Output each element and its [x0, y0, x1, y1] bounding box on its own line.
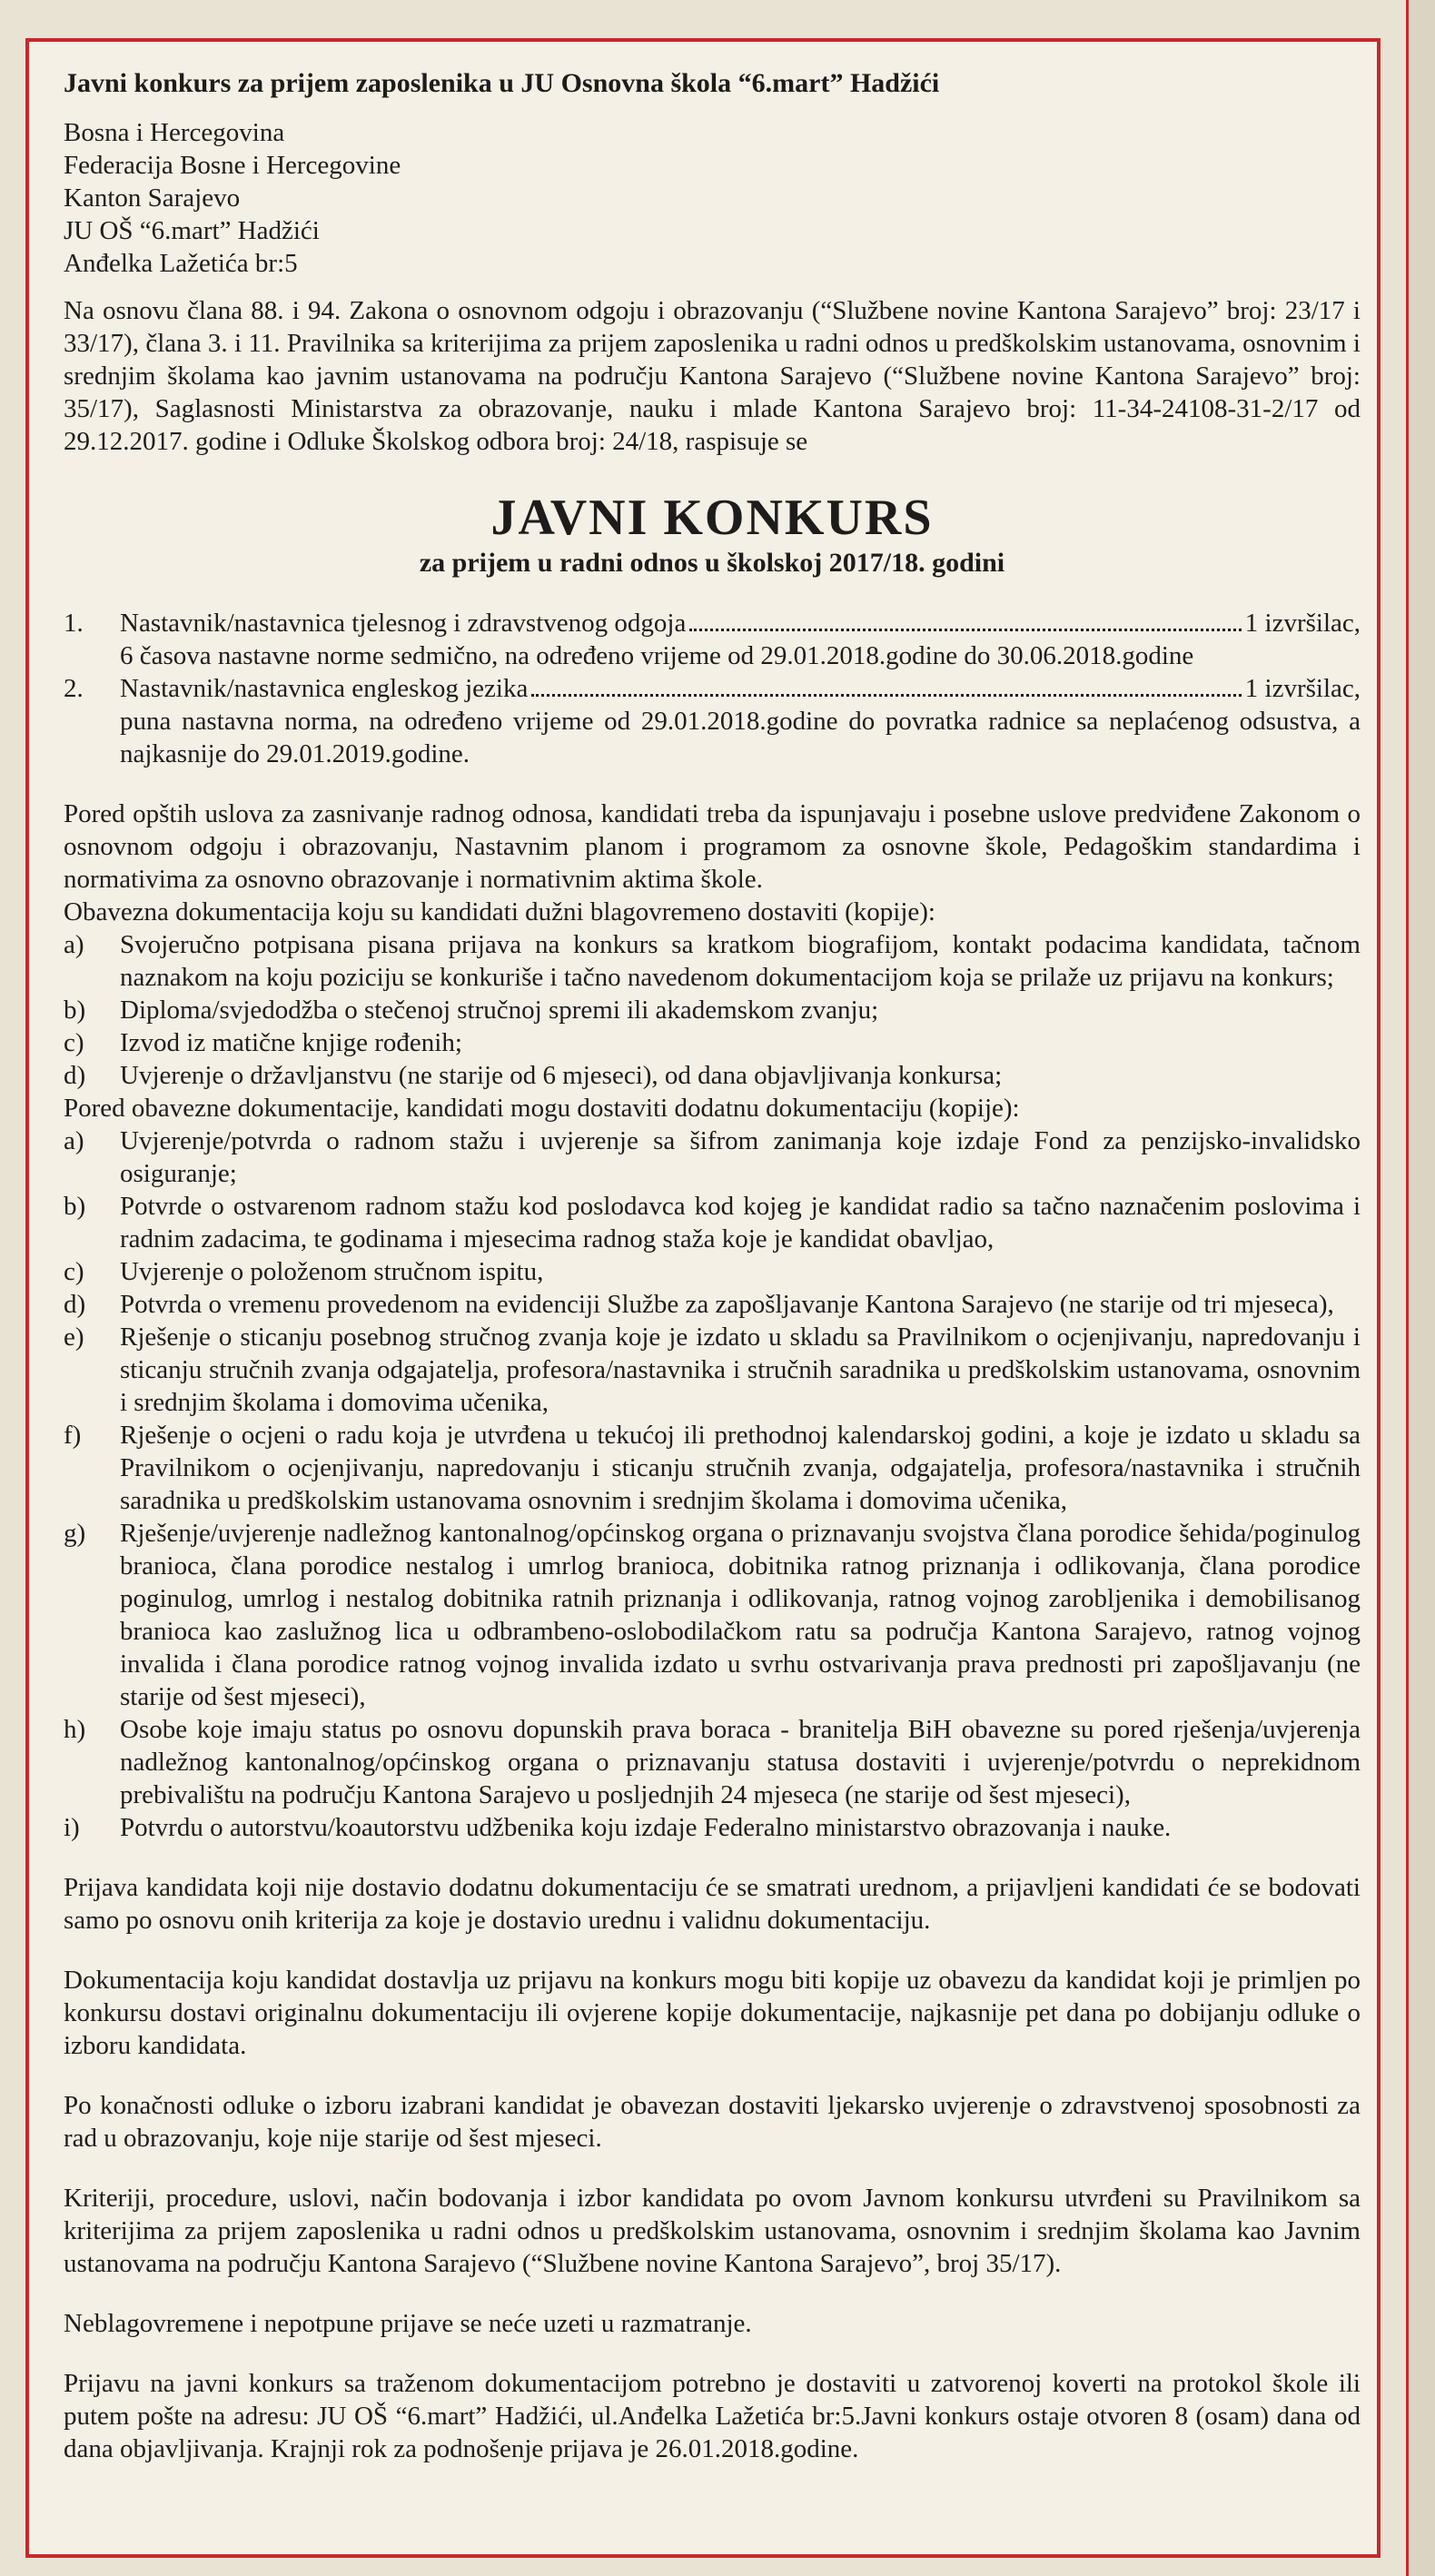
- additional-item: [64, 1255, 1361, 1288]
- closing-paragraph: Kriteriji, procedure, uslovi, način bodovanja i izbor kandidata po ovom Javnom konkursu utvrđeni su Pravilnikom sa kriterijima za prijem zaposlenika u radni odnos u predškolskim ustanovama, osnovnim i srednjim školama kao Javnim ustanovama na području Kantona Sarajevo (“Službene novine Kantona Sarajevo”, broj 35/17).: [64, 2184, 1361, 2278]
- item-text: Rješenje o sticanju posebnog stručnog zvanja koje je izdato u skladu sa Pravilnikom o ocjenjivanju, napredovanju i sticanju stručnih zvanja odgajatelja, profesora/nastavnika i stručnih saradnika u predškolskim ustanovama, osnovnim i srednjim školama i domovima učenika,: [120, 1323, 1361, 1417]
- item-marker: h): [64, 1715, 86, 1744]
- item-text: Svojeručno potpisana pisana prijava na konkurs sa kratkom biografijom, kontakt podacima kandidata, tačnom naznakom na koju poziciju se konkuriše i tačno navedenom dokumentacijom koja se prilaže uz prijavu na konkurs;: [120, 930, 1361, 992]
- position-number: 1.: [64, 609, 84, 638]
- item-marker: i): [64, 1813, 80, 1842]
- notice-content: [64, 67, 1361, 2465]
- position-name: Nastavnik/nastavnica tjelesnog i zdravstvenog odgoja: [120, 609, 687, 638]
- additional-item: [64, 1811, 1361, 1844]
- item-text: Osobe koje imaju status po osnovu dopunskih prava boraca - branitelja BiH obavezne su pored rješenja/uvjerenja nadležnog kantonalnog/općinskog organa o priznavanju statusa dostaviti i uvjerenje/potvrdu o neprekidnom prebivalištu na području Kantona Sarajevo u posljednjih 24 mjeseca (ne starije od šest mjeseci),: [120, 1715, 1361, 1809]
- position-item: [64, 672, 1361, 770]
- closing-paragraph: Dokumentacija koju kandidat dostavlja uz prijavu na konkurs mogu biti kopije uz obavezu da kandidat koji je primljen po konkursu dostavi originalnu dokumentaciju ili ovjerene kopije dokumentacije, najkasnije pet dana po dobijanju odluke o izboru kandidata.: [64, 1966, 1361, 2060]
- item-text: Uvjerenje o položenom stručnom ispitu,: [120, 1257, 544, 1286]
- additional-item: [64, 1419, 1361, 1517]
- notice-frame: [25, 38, 1381, 2558]
- closing-paragraph: Neblagovremene i nepotpune prijave se neće uzeti u razmatranje.: [64, 2309, 752, 2338]
- document-title: JAVNI KONKURS: [490, 490, 934, 546]
- address-line: Federacija Bosne i Hercegovine: [64, 151, 401, 180]
- position-details: 6 časova nastavne norme sedmično, na određeno vrijeme od 29.01.2018.godine do 30.06.2018.godine: [120, 641, 1194, 670]
- mandatory-item: [64, 994, 1361, 1026]
- item-text: Potvrdu o autorstvu/koautorstvu udžbenika koju izdaje Federalno ministarstvo obrazovanja i nauke.: [120, 1813, 1172, 1842]
- item-marker: f): [64, 1421, 82, 1450]
- address-block: [64, 116, 1361, 280]
- item-marker: b): [64, 996, 86, 1025]
- dot-leader: [689, 629, 1241, 631]
- item-marker: d): [64, 1061, 86, 1090]
- additional-item: [64, 1713, 1361, 1811]
- item-text: Uvjerenje o državljanstvu (ne starije od 6 mjeseci), od dana objavljivanja konkursa;: [120, 1061, 1003, 1090]
- mandatory-item: [64, 1026, 1361, 1059]
- item-text: Rješenje/uvjerenje nadležnog kantonalnog/općinskog organa o priznavanju svojstva člana porodice šehida/poginulog branioca, člana porodice nestalog i umrlog branioca, dobitnika ratnog priznanja i odlikovanja, člana porodice poginulog, umrlog i nestalog dobitnika ratnih priznanja i odlikovanja, ratnog vojnog zarobljenika i demobilisanog branioca kao zaslužnog lica u odbrambeno-oslobodilačkom ratu sa područja Kantona Sarajevo, ratnog vojnog invalida i člana porodice ratnog vojnog invalida izdato u svrhu ostvarivanja prava prednosti pri zapošljavanju (ne starije od šest mjeseci),: [120, 1519, 1361, 1711]
- item-text: Potvrda o vremenu provedenom na evidenciji Službe za zapošljavanje Kantona Sarajevo (ne starije od tri mjeseca),: [120, 1290, 1334, 1319]
- closing-paragraph: Po konačnosti odluke o izboru izabrani kandidat je obavezan dostaviti ljekarsko uvjerenje o zdravstvenoj sposobnosti za rad u obrazovanju, koje nije starije od šest mjeseci.: [64, 2091, 1361, 2153]
- item-text: Diploma/svjedodžba o stečenoj stručnoj spremi ili akademskom zvanju;: [120, 996, 879, 1025]
- dot-leader: [531, 694, 1241, 697]
- item-marker: b): [64, 1192, 86, 1221]
- notice-heading: Javni konkurs za prijem zaposlenika u JU Osnovna škola “6.mart” Hadžići: [64, 68, 940, 98]
- item-text: Izvod iz matične knjige rođenih;: [120, 1028, 462, 1057]
- item-text: Uvjerenje/potvrda o radnom stažu i uvjerenje sa šifrom zanimanja koje izdaje Fond za penzijsko-invalidsko osiguranje;: [120, 1126, 1361, 1188]
- item-marker: a): [64, 1126, 84, 1155]
- additional-item: [64, 1190, 1361, 1255]
- item-marker: c): [64, 1028, 84, 1057]
- item-text: Potvrde o ostvarenom radnom stažu kod poslodavca kod kojeg je kandidat radio sa tačno naznačenim poslovima i radnim zadacima, te godinama i mjesecima radnog staža koje je kandidat obavljao,: [120, 1192, 1361, 1253]
- general-conditions: Pored opštih uslova za zasnivanje radnog odnosa, kandidati treba da ispunjavaju i posebne uslove predviđene Zakonom o osnovnom odgoju i obrazovanju, Nastavnim planom i programom za osnovne škole, Pedagoškim standardima i normativima za osnovno obrazovanje i normativnim aktima škole.: [64, 799, 1361, 894]
- additional-item: [64, 1321, 1361, 1419]
- item-text: Rješenje o ocjeni o radu koja je utvrđena u tekućoj ili prethodnoj kalendarskoj godini, a koje je izdato u skladu sa Pravilnikom o ocjenjivanju, napredovanju i sticanju stručnih zvanja, odgajatelja, profesora/nastavnika i stručnih saradnika u predškolskim ustanovama osnovnim i srednjim školama i domovima učenika,: [120, 1421, 1361, 1515]
- position-count: 1 izvršilac,: [1244, 674, 1361, 703]
- mandatory-intro: Obavezna dokumentacija koju su kandidati dužni blagovremeno dostaviti (kopije):: [64, 897, 935, 926]
- position-item: [64, 607, 1361, 672]
- mandatory-item: [64, 928, 1361, 994]
- intro-paragraph: Na osnovu člana 88. i 94. Zakona o osnovnom odgoju i obrazovanju (“Službene novine Kantona Sarajevo” broj: 23/17 i 33/17), člana 3. i 11. Pravilnika sa kriterijima za prijem zaposlenika u radni odnos u predškolskim ustanovama, osnovnim i srednjim školama kao javnim ustanovama na području Kantona Sarajevo (“Službene novine Kantona Sarajevo” broj: 35/17), Saglasnosti Ministarstva za obrazovanje, nauku i mlade Kantona Sarajevo broj: 11-34-24108-31-2/17 od 29.12.2017. godine i Odluke Školskog odbora broj: 24/18, raspisuje se: [64, 296, 1361, 456]
- position-number: 2.: [64, 674, 84, 703]
- adjacent-page-edge: [1406, 0, 1435, 2576]
- additional-intro: Pored obavezne dokumentacije, kandidati mogu dostaviti dodatnu dokumentaciju (kopije):: [64, 1094, 1020, 1123]
- item-marker: d): [64, 1290, 86, 1319]
- mandatory-item: [64, 1059, 1361, 1092]
- address-line: Kanton Sarajevo: [64, 183, 241, 213]
- address-line: Bosna i Hercegovina: [64, 118, 285, 147]
- additional-item: [64, 1517, 1361, 1713]
- position-details: puna nastavna norma, na određeno vrijeme od 29.01.2018.godine do povratka radnice sa neplaćenog odsustva, a najkasnije do 29.01.2019.godine.: [120, 707, 1361, 768]
- item-marker: e): [64, 1323, 84, 1352]
- document-subtitle: za prijem u radni odnos u školskoj 2017/18. godini: [419, 548, 1005, 578]
- item-marker: c): [64, 1257, 84, 1286]
- address-line: Anđelka Lažetića br:5: [64, 249, 298, 278]
- additional-item: [64, 1125, 1361, 1190]
- item-marker: g): [64, 1519, 86, 1548]
- position-name: Nastavnik/nastavnica engleskog jezika: [120, 674, 529, 703]
- position-count: 1 izvršilac,: [1244, 609, 1361, 638]
- closing-paragraph: Prijava kandidata koji nije dostavio dodatnu dokumentaciju će se smatrati urednom, a prijavljeni kandidati će se bodovati samo po osnovu onih kriterija za koje je dostavio urednu i validnu dokumentaciju.: [64, 1873, 1361, 1935]
- additional-item: [64, 1288, 1361, 1321]
- closing-paragraph: Prijavu na javni konkurs sa traženom dokumentacijom potrebno je dostaviti u zatvorenoj koverti na protokol škole ili putem pošte na adresu: JU OŠ “6.mart” Hadžići, ul.Anđelka Lažetića br:5.Javni konkurs ostaje otvoren 8 (osam) dana od dana objavljivanja. Krajnji rok za podnošenje prijava je 26.01.2018.godine.: [64, 2369, 1361, 2463]
- item-marker: a): [64, 930, 84, 959]
- address-line: JU OŠ “6.mart” Hadžići: [64, 216, 320, 245]
